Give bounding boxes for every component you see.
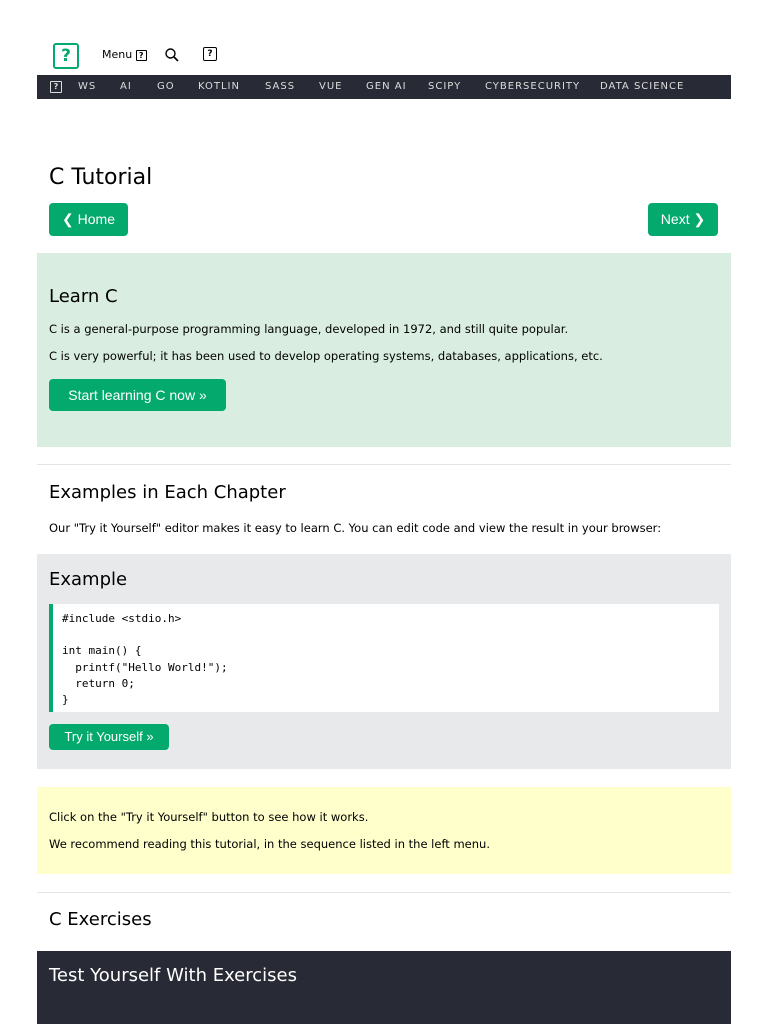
- nav-item-sass[interactable]: SASS: [265, 81, 296, 92]
- home-button[interactable]: ❮ Home: [49, 203, 128, 236]
- menu-button[interactable]: [102, 48, 147, 61]
- search-icon[interactable]: [164, 47, 180, 63]
- learn-section: [37, 253, 731, 447]
- examples-intro: Our "Try it Yourself" editor makes it easy to learn C. You can edit code and view the result in your browser:: [49, 521, 662, 535]
- nav-item-gen-ai[interactable]: GEN AI: [366, 81, 407, 92]
- nav-help-icon[interactable]: ?: [50, 81, 62, 93]
- exercises-heading: C Exercises: [49, 909, 152, 930]
- nav-item-cybersecurity[interactable]: CYBERSECURITY: [485, 81, 581, 92]
- code-text: #include <stdio.h> int main() { printf("Hello World!"); return 0; }: [62, 612, 228, 707]
- menu-label: Menu: [102, 48, 133, 61]
- nav-item-go[interactable]: GO: [157, 81, 175, 92]
- exercises-banner: [37, 951, 731, 1024]
- exercises-banner-title: Test Yourself With Exercises: [49, 965, 297, 986]
- menu-icon: ?: [136, 50, 147, 61]
- examples-heading: Examples in Each Chapter: [49, 482, 286, 503]
- nav-item-ws[interactable]: WS: [78, 81, 97, 92]
- divider: [37, 892, 731, 893]
- topnav: [37, 75, 731, 99]
- divider: [37, 464, 731, 465]
- learn-paragraph-2: C is very powerful; it has been used to develop operating systems, databases, applications, etc.: [49, 349, 603, 363]
- example-box: [37, 554, 731, 769]
- note-box: [37, 787, 731, 874]
- nav-item-ai[interactable]: AI: [120, 81, 132, 92]
- nav-item-data-science[interactable]: DATA SCIENCE: [600, 81, 685, 92]
- top-bar: [37, 40, 731, 74]
- learn-paragraph-1: C is a general-purpose programming language, developed in 1972, and still quite popular.: [49, 322, 569, 336]
- note-paragraph-1: Click on the "Try it Yourself" button to see how it works.: [49, 810, 369, 824]
- help-icon[interactable]: ?: [203, 47, 217, 61]
- code-block: [49, 604, 719, 712]
- start-learning-button[interactable]: Start learning C now »: [49, 379, 226, 411]
- logo-icon[interactable]: ?: [53, 43, 79, 69]
- nav-item-scipy[interactable]: SCIPY: [428, 81, 462, 92]
- note-paragraph-2: We recommend reading this tutorial, in the sequence listed in the left menu.: [49, 837, 490, 851]
- try-it-yourself-button[interactable]: Try it Yourself »: [49, 724, 169, 750]
- example-heading: Example: [49, 569, 128, 590]
- nav-item-vue[interactable]: VUE: [319, 81, 343, 92]
- learn-heading: Learn C: [49, 286, 118, 307]
- page-title: C Tutorial: [49, 165, 153, 190]
- main-content: [37, 99, 731, 1024]
- next-button[interactable]: Next ❯: [648, 203, 718, 236]
- nav-item-kotlin[interactable]: KOTLIN: [198, 81, 240, 92]
